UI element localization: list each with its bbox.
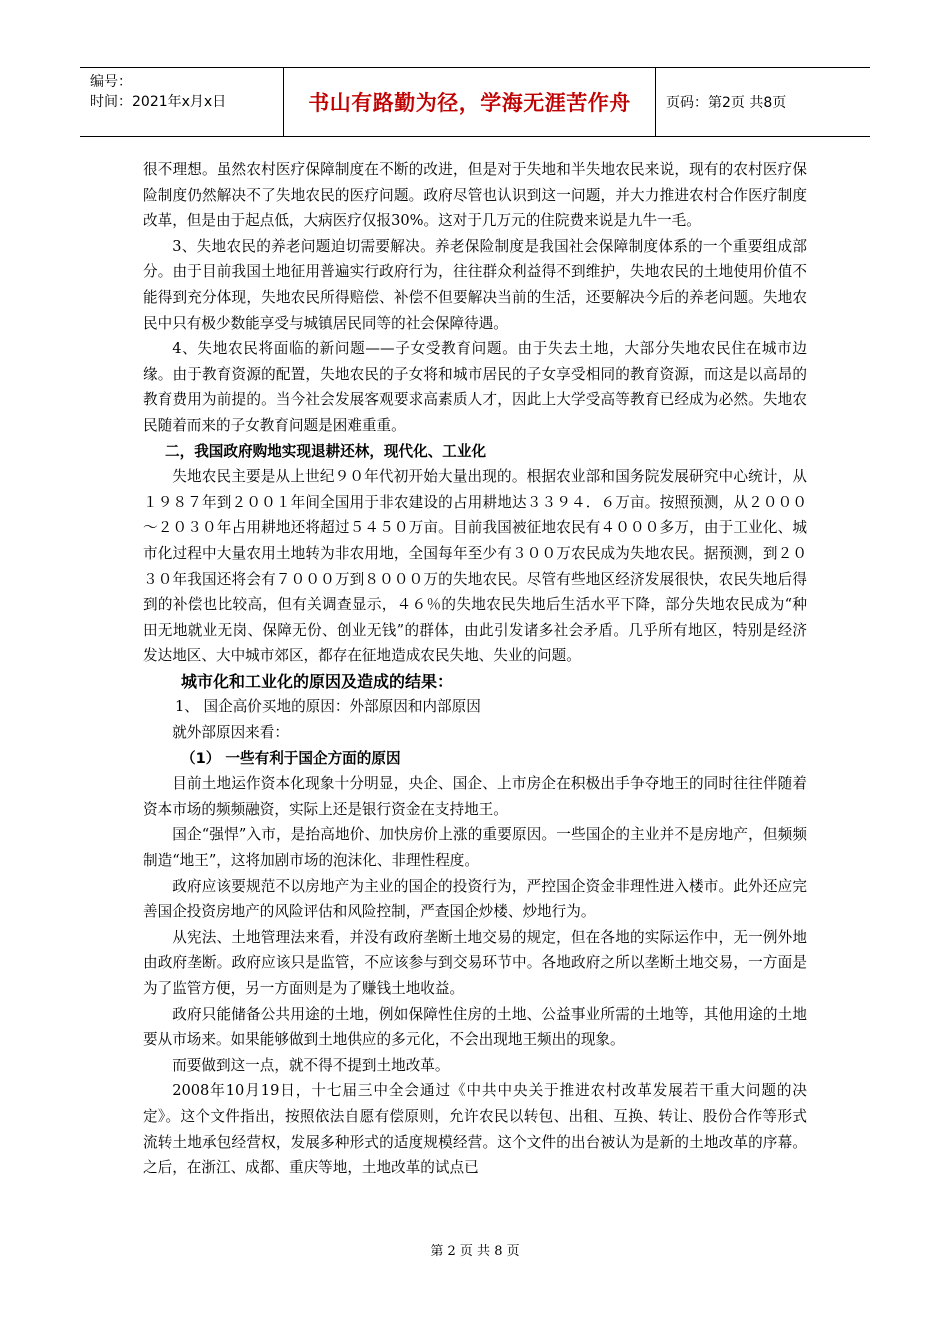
header-motto: 书山有路勤为径，学海无涯苦作舟 <box>284 68 656 136</box>
date-label: 时间：2021年x月x日 <box>90 94 227 110</box>
paragraph: 政府应该要规范不以房地产为主业的国企的投资行为，严控国企资金非理性进入楼市。此外还应完善国企投资房地产的风险评估和风险控制，严查国企炒楼、炒地行为。 <box>143 877 807 921</box>
section-heading: 城市化和工业化的原因及造成的结果： <box>181 671 454 691</box>
paragraph: 从宪法、土地管理法来看，并没有政府垄断土地交易的规定，但在各地的实际运作中，无一例外地由政府垄断。政府应该只是监管，不应该参与到交易环节中。各地政府之所以垄断土地交易，一方面是为了监管方便，另一方面则是为了赚钱土地收益。 <box>143 928 807 997</box>
page-footer: 第 2 页 共 8 页 <box>430 1244 520 1259</box>
section-heading: 二，我国政府购地实现退耕还林，现代化、工业化 <box>165 442 487 460</box>
paragraph: 2008年10月19日，十七届三中全会通过《中共中央关于推进农村改革发展若干重大问题的决定》。这个文件指出，按照依法自愿有偿原则，允许农民以转包、出租、互换、转让、股份合作等形式流转土地承包经营权，发展多种形式的适度规模经营。这个文件的出台被认为是新的土地改革的序幕。之后，在浙江、成都、重庆等地，土地改革的试点已 <box>143 1082 807 1177</box>
paragraph: 失地农民主要是从上世纪９０年代初开始大量出现的。根据农业部和国务院发展研究中心统计，从１９８７年到２００１年间全国用于非农建设的占用耕地达３３９４．６万亩。按照预测，从２０００～２０３０年占用耕地还将超过５４５０万亩。目前我国被征地农民有４０００多万，由于工业化、城市化过程中大量农用土地转为非农用地，全国每年至少有３００万农民成为失地农民。据预测，到２０３０年我国还将会有７０００万到８０００万的失地农民。尽管有些地区经济发展很快，农民失地后得到的补偿也比较高，但有关调查显示，４６％的失地农民失地后生活水平下降，部分失地农民成为“种田无地就业无岗、保障无份、创业无钱”的群体，由此引发诸多社会矛盾。几乎所有地区，特别是经济发达地区、大中城市郊区，都存在征地造成农民失地、失业的问题。 <box>143 468 807 665</box>
page-header <box>80 67 870 137</box>
document-body <box>143 157 807 1181</box>
paragraph: 很不理想。虽然农村医疗保障制度在不断的改进，但是对于失地和半失地农民来说，现有的农村医疗保险制度仍然解决不了失地农民的医疗问题。政府尽管也认识到这一问题，并大力推进农村合作医疗制度改革，但是由于起点低，大病医疗仅报30%。这对于几万元的住院费来说是九牛一毛。 <box>143 161 807 230</box>
sub-heading: （1） 一些有利于国企方面的原因 <box>181 749 401 767</box>
header-meta <box>80 68 284 136</box>
paragraph: 就外部原因来看： <box>172 724 289 742</box>
header-page-info: 页码：第2页 共8页 <box>666 95 787 111</box>
paragraph: 目前土地运作资本化现象十分明显，央企、国企、上市房企在积极出手争夺地王的同时往往伴随着资本市场的频频融资，实际上还是银行资金在支持地王。 <box>143 775 807 818</box>
list-item: 1、 国企高价买地的原因：外部原因和内部原因 <box>175 698 481 716</box>
paragraph: 政府只能储备公共用途的土地，例如保障性住房的土地、公益事业所需的土地等，其他用途的土地要从市场来。如果能够做到土地供应的多元化，不会出现地王频出的现象。 <box>143 1005 807 1049</box>
number-label: 编号： <box>90 74 132 90</box>
paragraph: 国企“强悍”入市，是抬高地价、加快房价上涨的重要原因。一些国企的主业并不是房地产，但频频制造“地王”，这将加剧市场的泡沫化、非理性程度。 <box>143 826 807 870</box>
paragraph: 而要做到这一点，就不得不提到土地改革。 <box>172 1056 450 1074</box>
paragraph: 4、失地农民将面临的新问题——子女受教育问题。由于失去土地，大部分失地农民住在城市边缘。由于教育资源的配置，失地农民的子女将和城市居民的子女享受相同的教育资源，而这是以高昂的教育费用为前提的。当今社会发展客观要求高素质人才，因此上大学受高等教育已经成为必然。失地农民随着而来的子女教育问题是困难重重。 <box>143 340 807 434</box>
paragraph: 3、失地农民的养老问题迫切需要解决。养老保险制度是我国社会保障制度体系的一个重要组成部分。由于目前我国土地征用普遍实行政府行为，往往群众利益得不到维护，失地农民的土地使用价值不能得到充分体现，失地农民所得赔偿、补偿不但要解决当前的生活，还要解决今后的养老问题。失地农民中只有极少数能享受与城镇居民同等的社会保障待遇。 <box>143 237 807 332</box>
